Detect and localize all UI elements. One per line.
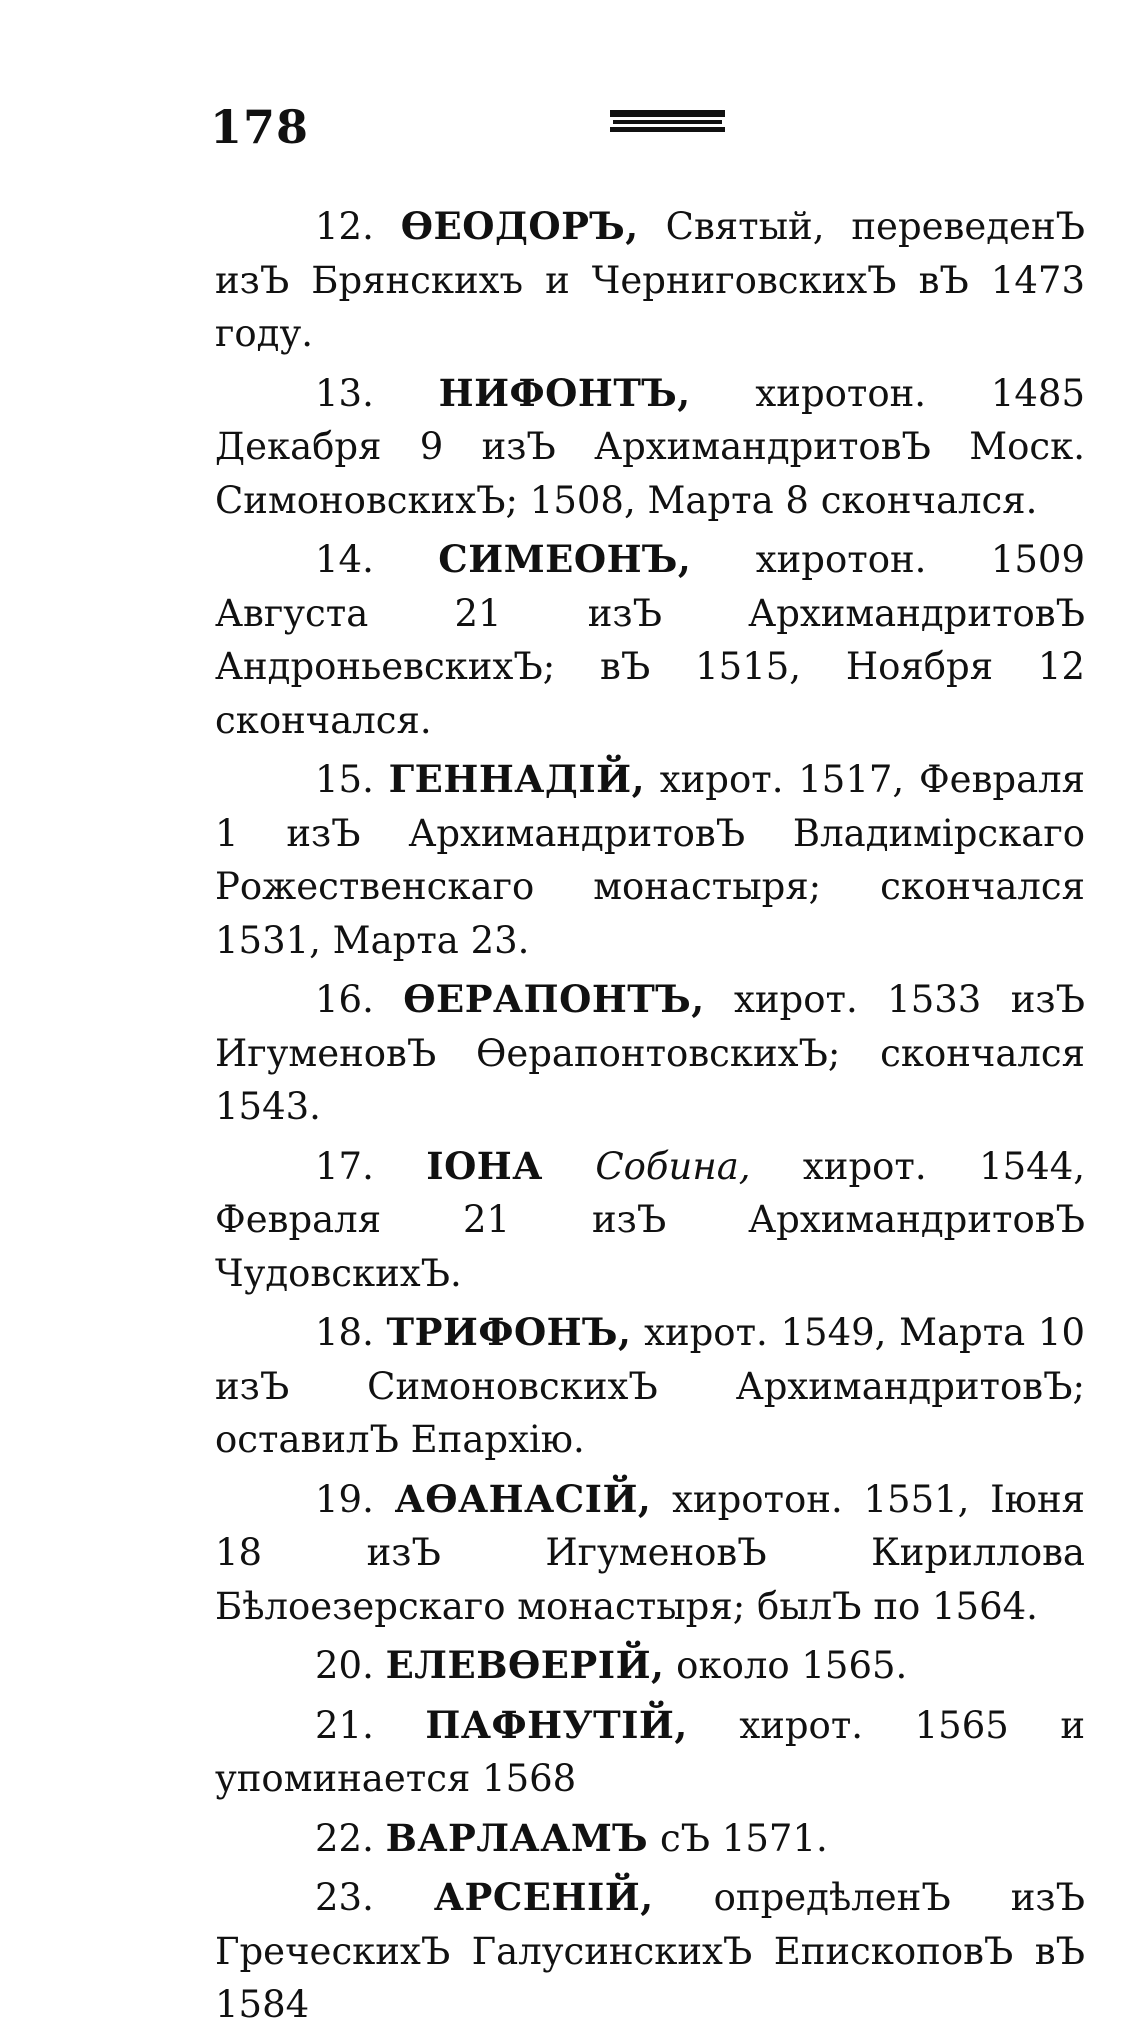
entry-number: 17. [315, 1144, 374, 1188]
entry-18 [215, 1306, 1085, 1467]
entry-name-italic: Собина, [542, 1144, 751, 1188]
entry-number: 16. [315, 978, 374, 1021]
entry-number: 18. [315, 1311, 374, 1354]
entry-22 [215, 1812, 1085, 1866]
entry-list [215, 200, 1085, 2038]
entry-number: 19. [315, 1477, 374, 1521]
header-ornament-rule [610, 110, 725, 132]
entry-number: 23. [315, 1876, 374, 1919]
entry-text: хирот. 1565 и упоминается 1568 [215, 1703, 1086, 1800]
entry-name: АѲАНАСІЙ, [394, 1476, 652, 1521]
entry-text: хирот. 1517, Февраля 1 изЪ АрхимандритовЪ Владимірскаго Рожественскаго монастыря; скончался 1531, Марта 23. [215, 758, 1085, 962]
entry-name: ЕЛЕВѲЕРІЙ, [385, 1643, 665, 1687]
entry-name: НИФОНТЪ, [438, 370, 691, 415]
entry-number: 14. [315, 538, 374, 581]
entry-number: 12. [315, 205, 374, 248]
entry-name: СИМЕОНЪ, [438, 537, 692, 581]
entry-text: хиротон. 1509 Августа 21 изЪ АрхимандритовЪ АндроньевскихЪ; вЪ 1515, Ноября 12 скончался. [215, 538, 1085, 742]
entry-20 [215, 1639, 1085, 1693]
entry-text: хиротон. 1485 Декабря 9 изЪ АрхимандритовЪ Моск. СимоновскихЪ; 1508, Марта 8 скончался. [215, 371, 1086, 522]
entry-15 [215, 753, 1085, 967]
entry-number: 13. [315, 371, 374, 415]
entry-text: хирот. 1544, Февраля 21 изЪ АрхимандритовЪ ЧудовскихЪ. [215, 1144, 1085, 1295]
entry-name: ѲЕРАПОНТЪ, [403, 977, 705, 1021]
entry-text: хирот. 1533 изЪ ИгуменовЪ ѲерапонтовскихЪ; скончался 1543. [215, 978, 1086, 1128]
entry-text: хиротон. 1551, Іюня 18 изЪ ИгуменовЪ Кириллова Бѣлоезерскаго монастыря; былЪ по 1564. [215, 1477, 1085, 1628]
entry-23 [215, 1871, 1085, 2032]
entry-text: опредѣленЪ изЪ ГреческихЪ ГалусинскихЪ ЕпископовЪ вЪ 1584 [215, 1876, 1085, 2026]
entry-text: хирот. 1549, Марта 10 изЪ СимоновскихЪ АрхимандритовЪ; оставилЪ Епархію. [215, 1311, 1085, 1461]
entry-name: ѲЕОДОРЪ, [400, 204, 639, 248]
entry-text: сЪ 1571. [648, 1816, 828, 1860]
entry-number: 15. [315, 758, 374, 801]
entry-name: ТРИФОНЪ, [386, 1310, 632, 1354]
entry-17 [215, 1140, 1085, 1301]
entry-16 [215, 973, 1085, 1134]
entry-name: ПАФНУТІЙ, [425, 1702, 688, 1747]
entry-21 [215, 1699, 1085, 1806]
entry-19 [215, 1473, 1085, 1634]
entry-text: Святый, переведенЪ изЪ Брянскихъ и ЧерниговскихЪ вЪ 1473 году. [215, 205, 1085, 355]
page-header [210, 100, 1085, 160]
entry-number: 20. [315, 1644, 374, 1687]
entry-13 [215, 367, 1085, 528]
entry-number: 21. [315, 1703, 374, 1747]
entry-name: АРСЕНІЙ, [433, 1875, 654, 1919]
entry-name: ВАРЛААМЪ [385, 1815, 649, 1860]
entry-14 [215, 533, 1085, 747]
entry-name: ГЕННАДІЙ, [388, 757, 645, 801]
entry-text: около 1565. [664, 1644, 908, 1687]
entry-12 [215, 200, 1085, 361]
page-number: 178 [210, 100, 310, 154]
entry-number: 22. [315, 1816, 374, 1860]
entry-name: ІОНА [426, 1143, 543, 1188]
